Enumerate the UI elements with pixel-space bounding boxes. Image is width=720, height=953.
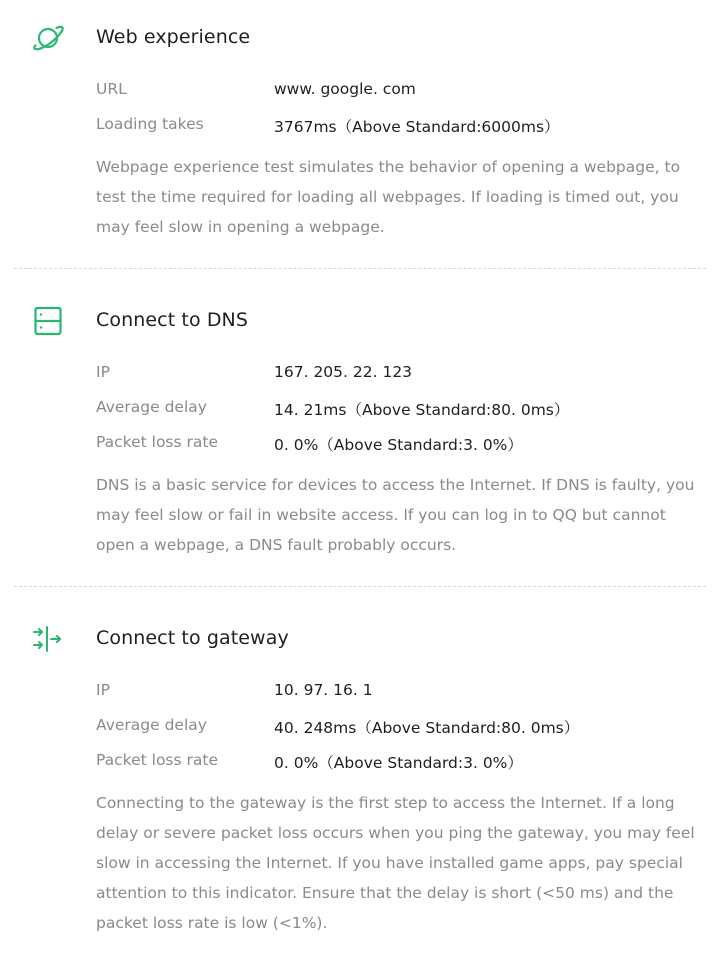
info-row-average-delay [96,398,700,420]
info-row-url [96,80,700,102]
row-value: 167. 205. 22. 123 [274,363,413,381]
row-label: Average delay [96,716,207,734]
row-label: IP [96,363,110,381]
info-row-packet-loss [96,751,700,773]
row-label: IP [96,681,110,699]
section-description: Connecting to the gateway is the first step to access the Internet. If a long delay or severe packet loss occurs when you ping the gateway, you may feel slow in accessing the Internet. If you have installed game apps, pay special attention to this indicator. Ensure that the delay is short (<50 ms) and the packet loss rate is low (<1%). [96,794,695,932]
info-row-loading [96,115,700,137]
row-label: Average delay [96,398,207,416]
row-label: URL [96,80,127,98]
row-value: www. google. com [274,80,416,98]
info-row-ip [96,363,700,385]
section-title: Web experience [96,26,251,48]
server-icon [30,303,66,339]
info-row-average-delay [96,716,700,738]
info-row-packet-loss [96,433,700,455]
row-value: 14. 21ms（Above Standard:80. 0ms） [274,401,570,419]
divider [14,268,706,269]
divider [14,586,706,587]
info-row-ip [96,681,700,703]
row-value: 10. 97. 16. 1 [274,681,373,699]
row-value: 40. 248ms（Above Standard:80. 0ms） [274,719,580,737]
gateway-icon [30,621,66,657]
section-description: Webpage experience test simulates the behavior of opening a webpage, to test the time required for loading all webpages. If loading is timed out, you may feel slow in opening a webpage. [96,158,681,236]
row-label: Packet loss rate [96,433,218,451]
row-label: Packet loss rate [96,751,218,769]
row-value: 0. 0%（Above Standard:3. 0%） [274,754,523,772]
row-value: 3767ms（Above Standard:6000ms） [274,118,560,136]
planet-icon [30,20,66,56]
row-label: Loading takes [96,115,204,133]
section-description: DNS is a basic service for devices to access the Internet. If DNS is faulty, you may feel slow or fail in website access. If you can log in to QQ but cannot open a webpage, a DNS fault probably occurs. [96,476,695,554]
row-value: 0. 0%（Above Standard:3. 0%） [274,436,523,454]
section-title: Connect to gateway [96,627,289,649]
section-title: Connect to DNS [96,309,249,331]
